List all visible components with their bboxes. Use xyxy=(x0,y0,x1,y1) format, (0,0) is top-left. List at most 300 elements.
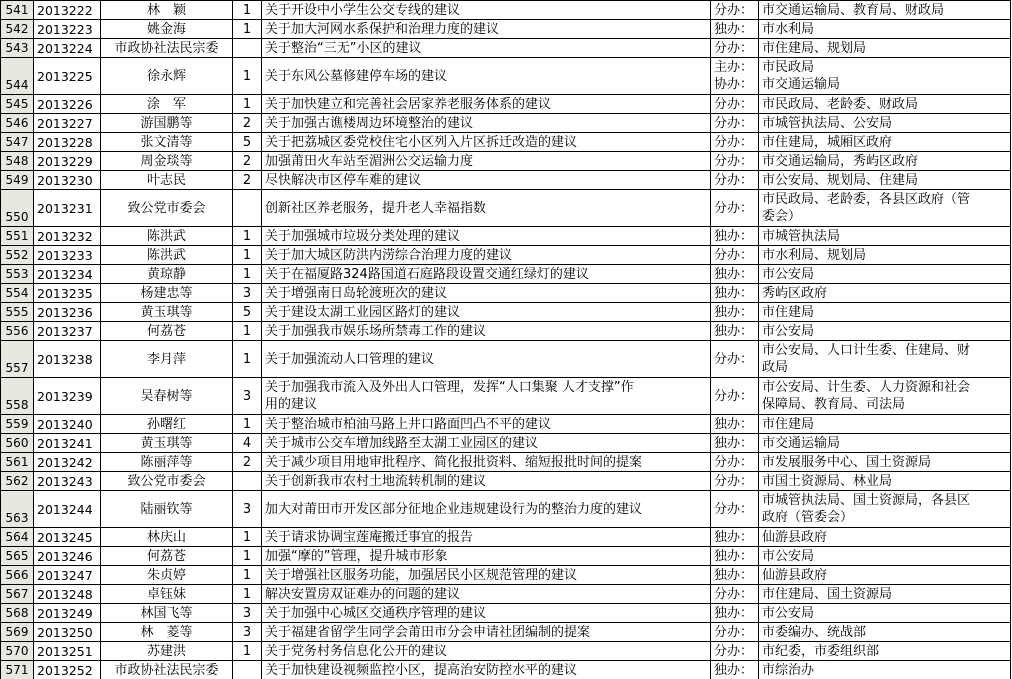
department-cell[interactable] xyxy=(759,661,1011,679)
department-cell-line: 市公安局 xyxy=(762,605,815,621)
title-cell[interactable]: 关于增强南日岛轮渡班次的建议 xyxy=(262,284,711,303)
count-cell[interactable]: 1 xyxy=(233,265,262,284)
count-cell[interactable]: 1 xyxy=(233,547,262,566)
code-cell[interactable]: 2013240 xyxy=(34,415,101,434)
row-number[interactable]: 561 xyxy=(1,453,34,472)
handling-type-cell-line: 分办： xyxy=(714,473,754,489)
count-cell[interactable]: 1 xyxy=(233,341,262,378)
department-cell-line: 市城管执法局、公安局 xyxy=(762,115,893,131)
proposer-cell[interactable]: 卓钰妹 xyxy=(101,585,233,604)
handling-type-cell-line: 独办： xyxy=(714,21,754,37)
row-number[interactable]: 544 xyxy=(1,58,34,95)
handling-type-cell-line: 分办： xyxy=(714,200,754,216)
code-cell[interactable]: 2013225 xyxy=(34,58,101,95)
count-cell[interactable] xyxy=(233,661,262,679)
table-row xyxy=(1,604,1011,623)
code-cell[interactable]: 2013247 xyxy=(34,566,101,585)
department-cell-line: 秀屿区政府 xyxy=(762,285,828,301)
count-cell[interactable]: 5 xyxy=(233,133,262,152)
row-number[interactable]: 567 xyxy=(1,585,34,604)
handling-type-cell[interactable] xyxy=(711,171,759,190)
title-cell[interactable]: 关于福建省留学生同学会莆田市分会申请社团编制的提案 xyxy=(262,623,711,642)
title-cell[interactable]: 关于加大河网水系保护和治理力度的建议 xyxy=(262,20,711,39)
department-cell[interactable] xyxy=(759,322,1011,341)
department-cell[interactable] xyxy=(759,642,1011,661)
title-cell[interactable]: 创新社区养老服务，提升老人幸福指数 xyxy=(262,190,711,227)
proposer-cell[interactable]: 陈洪武 xyxy=(101,227,233,246)
row-number[interactable]: 569 xyxy=(1,623,34,642)
row-number[interactable]: 570 xyxy=(1,642,34,661)
title-cell[interactable]: 关于加强中心城区交通秩序管理的建议 xyxy=(262,604,711,623)
table-row xyxy=(1,415,1011,434)
handling-type-cell[interactable] xyxy=(711,190,759,227)
proposer-cell[interactable]: 姚金海 xyxy=(101,20,233,39)
title-cell[interactable]: 关于加强古谯楼周边环境整治的建议 xyxy=(262,114,711,133)
department-cell-line: 市公安局、计生委、人力资源和社会 xyxy=(762,380,971,395)
row-number[interactable]: 560 xyxy=(1,434,34,453)
title-cell[interactable]: 关于加强流动人口管理的建议 xyxy=(262,341,711,378)
proposer-cell[interactable]: 吴春树等 xyxy=(101,378,233,415)
proposer-cell[interactable]: 林庆山 xyxy=(101,528,233,547)
count-cell[interactable]: 3 xyxy=(233,604,262,623)
handling-type-cell-line: 独办： xyxy=(714,662,754,678)
proposer-cell[interactable]: 何荔苍 xyxy=(101,547,233,566)
table-row xyxy=(1,378,1011,415)
title-cell[interactable]: 关于加强城市垃圾分类处理的建议 xyxy=(262,227,711,246)
code-cell[interactable]: 2013237 xyxy=(34,322,101,341)
handling-type-cell[interactable] xyxy=(711,472,759,491)
title-cell[interactable]: 加大对莆田市开发区部分征地企业违规建设行为的整治力度的建议 xyxy=(262,491,711,528)
department-cell[interactable] xyxy=(759,415,1011,434)
code-cell[interactable]: 2013228 xyxy=(34,133,101,152)
table-row xyxy=(1,434,1011,453)
row-number[interactable]: 542 xyxy=(1,20,34,39)
proposer-cell[interactable]: 叶志民 xyxy=(101,171,233,190)
department-cell[interactable] xyxy=(759,303,1011,322)
department-cell-line: 市交通运输局，秀屿区政府 xyxy=(762,153,919,169)
handling-type-cell[interactable] xyxy=(711,528,759,547)
handling-type-cell-line: 分办： xyxy=(714,115,754,131)
proposer-cell[interactable]: 张文清等 xyxy=(101,133,233,152)
count-cell[interactable]: 2 xyxy=(233,114,262,133)
department-cell-line: 市民政局、老龄委、财政局 xyxy=(762,96,919,112)
code-cell[interactable]: 2013250 xyxy=(34,623,101,642)
proposer-cell[interactable]: 黄琼静 xyxy=(101,265,233,284)
count-cell[interactable]: 1 xyxy=(233,585,262,604)
proposer-cell[interactable]: 涂 军 xyxy=(101,95,233,114)
code-cell[interactable]: 2013227 xyxy=(34,114,101,133)
handling-type-cell[interactable] xyxy=(711,1,759,20)
proposer-cell[interactable]: 黄玉琪等 xyxy=(101,434,233,453)
title-cell[interactable]: 尽快解决市区停车难的建议 xyxy=(262,171,711,190)
code-cell[interactable]: 2013244 xyxy=(34,491,101,528)
department-cell[interactable] xyxy=(759,58,1011,95)
handling-type-cell[interactable] xyxy=(711,39,759,58)
department-cell-line: 政局 xyxy=(762,360,789,375)
handling-type-cell[interactable] xyxy=(711,434,759,453)
table-row xyxy=(1,547,1011,566)
row-number[interactable]: 558 xyxy=(1,378,34,415)
department-cell-line: 市公安局、规划局、住建局 xyxy=(762,172,919,188)
department-cell-line: 市纪委，市委组织部 xyxy=(762,643,880,659)
handling-type-cell-line: 分办： xyxy=(714,624,754,640)
code-cell[interactable]: 2013229 xyxy=(34,152,101,171)
count-cell[interactable]: 1 xyxy=(233,1,262,20)
handling-type-cell[interactable] xyxy=(711,604,759,623)
handling-type-cell[interactable] xyxy=(711,20,759,39)
code-cell[interactable]: 2013238 xyxy=(34,341,101,378)
department-cell[interactable] xyxy=(759,604,1011,623)
handling-type-cell[interactable] xyxy=(711,415,759,434)
title-cell[interactable]: 关于加快建设视频监控小区，提高治安防控水平的建议 xyxy=(262,661,711,679)
department-cell[interactable] xyxy=(759,20,1011,39)
count-cell[interactable]: 3 xyxy=(233,284,262,303)
title-cell[interactable]: 关于增强社区服务功能，加强居民小区规范管理的建议 xyxy=(262,566,711,585)
row-number[interactable]: 545 xyxy=(1,95,34,114)
department-cell[interactable] xyxy=(759,95,1011,114)
row-number[interactable]: 565 xyxy=(1,547,34,566)
count-cell[interactable]: 1 xyxy=(233,58,262,95)
proposer-cell[interactable]: 市政协社法民宗委 xyxy=(101,39,233,58)
department-cell-line: 市水利局 xyxy=(762,21,815,37)
handling-type-cell[interactable] xyxy=(711,566,759,585)
department-cell[interactable] xyxy=(759,227,1011,246)
department-cell[interactable] xyxy=(759,1,1011,20)
department-cell[interactable] xyxy=(759,585,1011,604)
code-cell[interactable]: 2013248 xyxy=(34,585,101,604)
proposer-cell[interactable]: 陆丽钦等 xyxy=(101,491,233,528)
title-cell[interactable]: 加强“摩的”管理，提升城市形象 xyxy=(262,547,711,566)
handling-type-cell[interactable] xyxy=(711,547,759,566)
department-cell[interactable] xyxy=(759,171,1011,190)
handling-type-cell-line: 分办： xyxy=(714,351,754,367)
table-row xyxy=(1,20,1011,39)
row-number[interactable]: 554 xyxy=(1,284,34,303)
row-number[interactable]: 566 xyxy=(1,566,34,585)
title-cell[interactable]: 关于开设中小学生公交专线的建议 xyxy=(262,1,711,20)
handling-type-cell-line: 独办： xyxy=(714,266,754,282)
proposer-cell[interactable]: 黄玉琪等 xyxy=(101,303,233,322)
handling-type-cell[interactable] xyxy=(711,265,759,284)
proposer-cell[interactable]: 陈丽萍等 xyxy=(101,453,233,472)
code-cell[interactable]: 2013235 xyxy=(34,284,101,303)
row-number[interactable]: 548 xyxy=(1,152,34,171)
department-cell[interactable] xyxy=(759,491,1011,528)
count-cell[interactable]: 1 xyxy=(233,642,262,661)
title-cell[interactable]: 加强莆田火车站至湄洲公交运输力度 xyxy=(262,152,711,171)
department-cell[interactable] xyxy=(759,566,1011,585)
handling-type-cell-line: 独办： xyxy=(714,548,754,564)
title-cell[interactable]: 解决安置房双证难办的问题的建议 xyxy=(262,585,711,604)
row-number[interactable]: 556 xyxy=(1,322,34,341)
table-row xyxy=(1,491,1011,528)
table-row xyxy=(1,453,1011,472)
count-cell[interactable]: 2 xyxy=(233,453,262,472)
handling-type-cell-line: 独办： xyxy=(714,228,754,244)
code-cell[interactable]: 2013232 xyxy=(34,227,101,246)
code-cell[interactable]: 2013243 xyxy=(34,472,101,491)
proposer-cell[interactable]: 苏建洪 xyxy=(101,642,233,661)
proposer-cell[interactable]: 徐永辉 xyxy=(101,58,233,95)
department-cell-line: 市交通运输局 xyxy=(762,77,841,92)
title-cell[interactable]: 关于整治城市柏油马路上井口路面凹凸不平的建议 xyxy=(262,415,711,434)
proposer-cell[interactable]: 朱贞婷 xyxy=(101,566,233,585)
count-cell[interactable]: 2 xyxy=(233,152,262,171)
title-cell-line: 用的建议 xyxy=(265,397,318,412)
row-number[interactable]: 552 xyxy=(1,246,34,265)
department-cell[interactable] xyxy=(759,246,1011,265)
department-cell[interactable] xyxy=(759,547,1011,566)
handling-type-cell-line: 独办： xyxy=(714,567,754,583)
department-cell-line: 市水利局、规划局 xyxy=(762,247,867,263)
count-cell[interactable]: 1 xyxy=(233,322,262,341)
row-number[interactable]: 562 xyxy=(1,472,34,491)
code-cell[interactable]: 2013222 xyxy=(34,1,101,20)
handling-type-cell-line: 主办： xyxy=(714,60,754,75)
count-cell[interactable]: 1 xyxy=(233,20,262,39)
department-cell[interactable] xyxy=(759,434,1011,453)
department-cell[interactable] xyxy=(759,190,1011,227)
handling-type-cell-line: 分办： xyxy=(714,2,754,18)
row-number[interactable]: 547 xyxy=(1,133,34,152)
proposer-cell[interactable]: 致公党市委会 xyxy=(101,472,233,491)
department-cell-line: 政府（管委会） xyxy=(762,510,854,525)
department-cell-line: 市住建局、国土资源局 xyxy=(762,586,893,602)
handling-type-cell-line: 独办： xyxy=(714,529,754,545)
proposer-cell[interactable]: 游国鹏等 xyxy=(101,114,233,133)
department-cell-line: 市城管执法局、国土资源局，各县区 xyxy=(762,493,971,508)
handling-type-cell-line: 分办： xyxy=(714,96,754,112)
handling-type-cell-line: 独办： xyxy=(714,435,754,451)
title-cell[interactable]: 关于整治“三无”小区的建议 xyxy=(262,39,711,58)
department-cell-line: 市公安局、人口计生委、住建局、财 xyxy=(762,343,971,358)
handling-type-cell-line: 分办： xyxy=(714,247,754,263)
count-cell[interactable] xyxy=(233,472,262,491)
code-cell[interactable]: 2013233 xyxy=(34,246,101,265)
department-cell-line: 市住建局 xyxy=(762,304,815,320)
title-cell[interactable]: 关于创新我市农村土地流转机制的建议 xyxy=(262,472,711,491)
table-row xyxy=(1,303,1011,322)
proposer-cell[interactable]: 林 颖 xyxy=(101,1,233,20)
proposer-cell[interactable]: 孙曙红 xyxy=(101,415,233,434)
title-cell[interactable]: 关于减少项目用地审批程序、简化报批资料、缩短报批时间的提案 xyxy=(262,453,711,472)
row-number[interactable]: 568 xyxy=(1,604,34,623)
count-cell[interactable] xyxy=(233,190,262,227)
handling-type-cell[interactable] xyxy=(711,58,759,95)
department-cell[interactable] xyxy=(759,114,1011,133)
proposer-cell[interactable]: 李月萍 xyxy=(101,341,233,378)
department-cell-line: 市公安局 xyxy=(762,266,815,282)
title-cell[interactable]: 关于把荔城区委党校住宅小区列入片区拆迁改造的建议 xyxy=(262,133,711,152)
department-cell[interactable] xyxy=(759,472,1011,491)
proposer-cell[interactable]: 市政协社法民宗委 xyxy=(101,661,233,679)
row-number[interactable]: 546 xyxy=(1,114,34,133)
department-cell-line: 市民政局、老龄委，各县区政府（管 xyxy=(762,192,971,207)
table-row xyxy=(1,95,1011,114)
row-number[interactable]: 553 xyxy=(1,265,34,284)
handling-type-cell[interactable] xyxy=(711,322,759,341)
handling-type-cell[interactable] xyxy=(711,378,759,415)
row-number[interactable]: 557 xyxy=(1,341,34,378)
department-cell-line: 市综治办 xyxy=(762,662,815,678)
code-cell[interactable]: 2013249 xyxy=(34,604,101,623)
table-row xyxy=(1,39,1011,58)
handling-type-cell-line: 独办： xyxy=(714,605,754,621)
count-cell[interactable]: 1 xyxy=(233,95,262,114)
title-cell[interactable]: 关于党务村务信息化公开的建议 xyxy=(262,642,711,661)
row-number[interactable]: 559 xyxy=(1,415,34,434)
department-cell[interactable] xyxy=(759,623,1011,642)
handling-type-cell[interactable] xyxy=(711,453,759,472)
department-cell[interactable] xyxy=(759,453,1011,472)
code-cell[interactable]: 2013245 xyxy=(34,528,101,547)
code-cell[interactable]: 2013236 xyxy=(34,303,101,322)
handling-type-cell[interactable] xyxy=(711,491,759,528)
count-cell[interactable] xyxy=(233,39,262,58)
department-cell-line: 市住建局 xyxy=(762,416,815,432)
code-cell[interactable]: 2013252 xyxy=(34,661,101,679)
title-cell[interactable]: 关于建设太湖工业园区路灯的建议 xyxy=(262,303,711,322)
department-cell[interactable] xyxy=(759,152,1011,171)
handling-type-cell-line: 独办： xyxy=(714,285,754,301)
table-body xyxy=(1,1,1011,679)
handling-type-cell-line: 独办： xyxy=(714,304,754,320)
handling-type-cell[interactable] xyxy=(711,303,759,322)
title-cell[interactable]: 关于在福厦路324路国道石庭路段设置交通红绿灯的建议 xyxy=(262,265,711,284)
row-number[interactable]: 549 xyxy=(1,171,34,190)
department-cell-line: 委会） xyxy=(762,209,802,224)
code-cell[interactable]: 2013239 xyxy=(34,378,101,415)
code-cell[interactable]: 2013242 xyxy=(34,453,101,472)
title-cell[interactable]: 关于加快建立和完善社会居家养老服务体系的建议 xyxy=(262,95,711,114)
title-cell[interactable]: 关于加强我市娱乐场所禁毒工作的建议 xyxy=(262,322,711,341)
count-cell[interactable]: 5 xyxy=(233,303,262,322)
table-row xyxy=(1,528,1011,547)
table-row xyxy=(1,472,1011,491)
handling-type-cell[interactable] xyxy=(711,95,759,114)
department-cell[interactable] xyxy=(759,528,1011,547)
proposer-cell[interactable]: 陈洪武 xyxy=(101,246,233,265)
department-cell-line: 仙游县政府 xyxy=(762,567,828,583)
count-cell[interactable]: 2 xyxy=(233,171,262,190)
row-number[interactable]: 555 xyxy=(1,303,34,322)
handling-type-cell[interactable] xyxy=(711,341,759,378)
title-cell[interactable]: 关于城市公交车增加线路至太湖工业园区的建议 xyxy=(262,434,711,453)
row-number[interactable]: 571 xyxy=(1,661,34,679)
code-cell[interactable]: 2013231 xyxy=(34,190,101,227)
title-cell[interactable]: 关于东风公墓修建停车场的建议 xyxy=(262,58,711,95)
title-cell[interactable] xyxy=(262,378,711,415)
table-row xyxy=(1,623,1011,642)
count-cell[interactable]: 3 xyxy=(233,623,262,642)
count-cell[interactable]: 3 xyxy=(233,378,262,415)
code-cell[interactable]: 2013234 xyxy=(34,265,101,284)
table-row xyxy=(1,341,1011,378)
handling-type-cell-line: 分办： xyxy=(714,586,754,602)
handling-type-cell-line: 分办： xyxy=(714,388,754,404)
row-number[interactable]: 564 xyxy=(1,528,34,547)
count-cell[interactable]: 1 xyxy=(233,415,262,434)
proposer-cell[interactable]: 致公党市委会 xyxy=(101,190,233,227)
department-cell[interactable] xyxy=(759,133,1011,152)
row-number[interactable]: 541 xyxy=(1,1,34,20)
handling-type-cell-line: 分办： xyxy=(714,172,754,188)
code-cell[interactable]: 2013224 xyxy=(34,39,101,58)
handling-type-cell[interactable] xyxy=(711,585,759,604)
department-cell-line: 仙游县政府 xyxy=(762,529,828,545)
code-cell[interactable]: 2013230 xyxy=(34,171,101,190)
row-number[interactable]: 563 xyxy=(1,491,34,528)
table-row xyxy=(1,284,1011,303)
code-cell[interactable]: 2013226 xyxy=(34,95,101,114)
count-cell[interactable]: 1 xyxy=(233,528,262,547)
proposer-cell[interactable]: 林国飞等 xyxy=(101,604,233,623)
count-cell[interactable]: 3 xyxy=(233,491,262,528)
handling-type-cell[interactable] xyxy=(711,133,759,152)
count-cell[interactable]: 4 xyxy=(233,434,262,453)
department-cell-line: 市民政局 xyxy=(762,60,815,75)
department-cell-line: 市发展服务中心、国土资源局 xyxy=(762,454,932,470)
code-cell[interactable]: 2013251 xyxy=(34,642,101,661)
department-cell-line: 市城管执法局 xyxy=(762,228,841,244)
code-cell[interactable]: 2013241 xyxy=(34,434,101,453)
department-cell-line: 市公安局 xyxy=(762,548,815,564)
code-cell[interactable]: 2013223 xyxy=(34,20,101,39)
proposer-cell[interactable]: 林 菱等 xyxy=(101,623,233,642)
handling-type-cell-line: 分办： xyxy=(714,40,754,56)
department-cell-line: 市住建局，城厢区政府 xyxy=(762,134,893,150)
handling-type-cell[interactable] xyxy=(711,284,759,303)
table-row xyxy=(1,642,1011,661)
department-cell[interactable] xyxy=(759,378,1011,415)
table-row xyxy=(1,114,1011,133)
handling-type-cell[interactable] xyxy=(711,152,759,171)
department-cell[interactable] xyxy=(759,265,1011,284)
department-cell-line: 市国土资源局、林业局 xyxy=(762,473,893,489)
proposer-cell[interactable]: 周金琰等 xyxy=(101,152,233,171)
table-row xyxy=(1,171,1011,190)
handling-type-cell[interactable] xyxy=(711,246,759,265)
title-cell[interactable]: 关于请求协调宝莲庵搬迁事宜的报告 xyxy=(262,528,711,547)
handling-type-cell[interactable] xyxy=(711,227,759,246)
row-number[interactable]: 550 xyxy=(1,190,34,227)
handling-type-cell[interactable] xyxy=(711,623,759,642)
proposer-cell[interactable]: 杨建忠等 xyxy=(101,284,233,303)
handling-type-cell[interactable] xyxy=(711,114,759,133)
handling-type-cell-line: 分办： xyxy=(714,501,754,517)
proposer-cell[interactable]: 何荔苍 xyxy=(101,322,233,341)
table-row xyxy=(1,661,1011,679)
department-cell[interactable] xyxy=(759,39,1011,58)
table-row xyxy=(1,1,1011,20)
handling-type-cell-line: 独办： xyxy=(714,416,754,432)
count-cell[interactable]: 1 xyxy=(233,246,262,265)
count-cell[interactable]: 1 xyxy=(233,566,262,585)
handling-type-cell-line: 分办： xyxy=(714,454,754,470)
table-row xyxy=(1,58,1011,95)
code-cell[interactable]: 2013246 xyxy=(34,547,101,566)
row-number[interactable]: 543 xyxy=(1,39,34,58)
row-number[interactable]: 551 xyxy=(1,227,34,246)
table-row xyxy=(1,227,1011,246)
handling-type-cell[interactable] xyxy=(711,661,759,679)
handling-type-cell[interactable] xyxy=(711,642,759,661)
department-cell[interactable] xyxy=(759,341,1011,378)
title-cell[interactable]: 关于加大城区防洪内涝综合治理力度的建议 xyxy=(262,246,711,265)
department-cell-line: 市交通运输局、教育局、财政局 xyxy=(762,2,945,18)
department-cell[interactable] xyxy=(759,284,1011,303)
count-cell[interactable]: 1 xyxy=(233,227,262,246)
